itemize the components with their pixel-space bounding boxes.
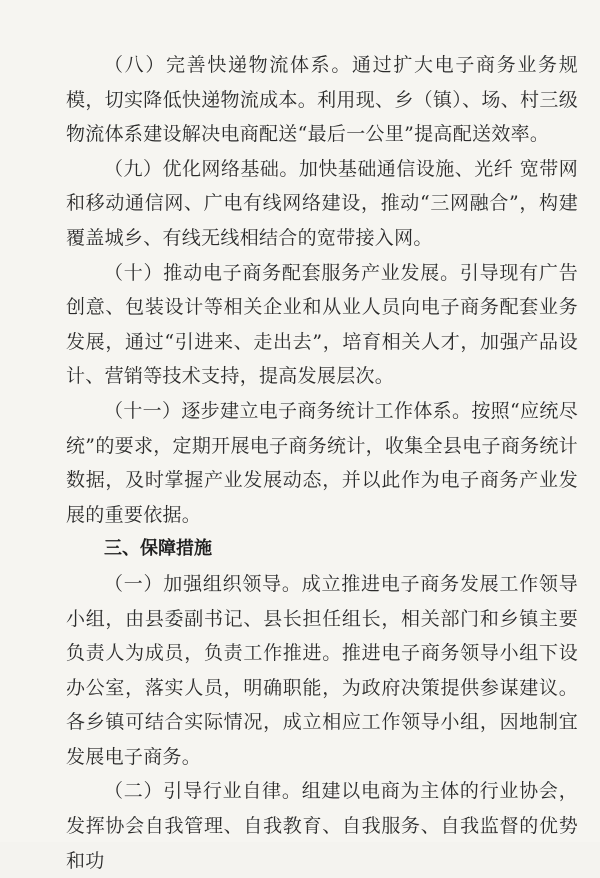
document-body xyxy=(66,48,578,878)
paragraph-network: （九）优化网络基础。加快基础通信设施、光纤 宽带网和移动通信网、广电有线网络建设，推动“三网融合”，构建覆盖城乡、有线无线相结合的宽带接入网。 xyxy=(66,157,578,249)
paragraph-services: （十）推动电子商务配套服务产业发展。引导现有广告创意、包装设计等相关企业和从业人员向电子商务配套业务发展，通过“引进来、走出去”，培育相关人才，加强产品设计、营销等技术支持，提高发展层次。 xyxy=(66,261,578,388)
section-heading: 三、保障措施 xyxy=(104,538,212,560)
paragraph-self-regulation: （二）引导行业自律。组建以电商为主体的行业协会，发挥协会自我管理、自我教育、自我服务、自我监督的优势和功 xyxy=(66,780,578,872)
paragraph-statistics: （十一）逐步建立电子商务统计工作体系。按照“应统尽统”的要求，定期开展电子商务统计，收集全县电子商务统计数据，及时掌握产业发展动态，并以此作为电子商务产业发展的重要依据。 xyxy=(66,399,578,526)
paragraph-leadership: （一）加强组织领导。成立推进电子商务发展工作领导小组，由县委副书记、县长担任组长，相关部门和乡镇主要负责人为成员，负责工作推进。推进电子商务领导小组下设办公室，落实人员，明确职能，为政府决策提供参谋建议。各乡镇可结合实际情况，成立相应工作领导小组，因地制宜发展电子商务。 xyxy=(66,572,578,768)
paragraph-logistics: （八）完善快递物流体系。通过扩大电子商务业务规模，切实降低快递物流成本。利用现、乡（镇）、场、村三级物流体系建设解决电商配送“最后一公里”提高配送效率。 xyxy=(66,54,578,146)
